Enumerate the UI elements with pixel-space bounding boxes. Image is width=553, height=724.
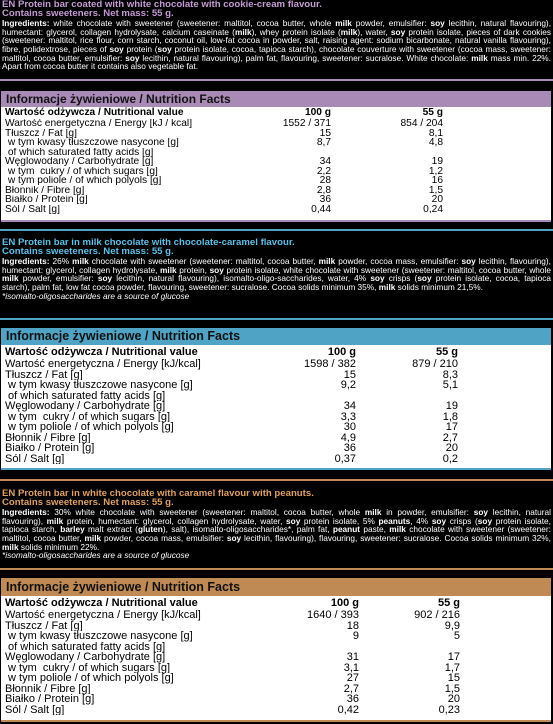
product-subtitle: Contains sweeteners. Net mass: 55 g.: [2, 497, 174, 509]
nutrition-table-header: [1, 345, 551, 359]
value-per-55g: 20: [431, 194, 443, 205]
nutrient-label: w tym poliole / of which polyols [g]: [5, 422, 174, 433]
ingredients-body: 26% milk chocolate with sweetener (sweetener: maltitol, cocoa butter, milk powder, cocoa mass, emulsifier: soy lecithin, flavouring), humectant: glycerol, collagen hydrolysate, milk protein, soy protein isolate, white chocolate with sweetener (sweetener: maltitol, cocoa butter, whole milk powder, emulsifier: soy lecithin, natural flavouring), isomalto-oligo-saccharides, water, 4% soy crisps (soy protein isolate, cocoa, tapioca starch), palm fat, low fat cocoa powder, flavouring, sweetener: sucralose. Cocoa solids minimum 35%, milk solids minimum 21,5%.: [2, 255, 551, 292]
section-divider: [0, 479, 553, 481]
value-per-100g: 3,1: [343, 661, 359, 674]
nutrient-label: Sól / Salt [g]: [5, 453, 65, 464]
ingredients-label: Ingredients:: [2, 255, 50, 266]
nutrient-label: w tym kwasy tłuszczowe nasycone [g]: [5, 138, 179, 148]
nutrient-label: Węglowodany / Carbohydrate [g]: [5, 652, 166, 663]
nutrient-label: of which saturated fatty acids [g]: [5, 147, 154, 157]
nutrient-label: Błonnik / Fibre [g]: [5, 185, 85, 195]
value-per-100g: 3,3: [340, 410, 356, 423]
value-per-55g: 902 / 216: [414, 609, 460, 621]
ingredients-body: 30% white chocolate with sweetener (sweetener: maltitol, cocoa butter, whole milk in powder, emulsifier: soy lecithin, natural flavouring), milk protein, humectant: glycerol, collagen hydrolysate, water, soy protein isolate, 5% peanuts, 4% soy crisps (soy protein isolate, tapioca starch, barley malt extract (gluten), salt), isomalto-oligosaccharides*, palm fat, peanut paste, milk chocolate with sweetener (sweetener: maltitol, cocoa butter, milk powder, cocoa mass, emulsifier: soy lecithin, flavouring), flavouring, sweetener: sucralose. Cocoa solids minimum 32%, milk solids minimum 22%.: [2, 506, 551, 552]
nutrition-table-row: [1, 705, 551, 716]
value-per-100g: 1552 / 371: [282, 118, 331, 129]
product-title: EN Protein bar in milk chocolate with chocolate-caramel flavour.: [2, 238, 295, 248]
value-per-55g: 55 g: [435, 346, 458, 358]
product-subtitle: Contains sweeteners. Net mass: 55 g.: [2, 246, 174, 258]
nutrient-label: Tłuszcz / Fat [g]: [5, 369, 83, 380]
nutrition-table-row: [1, 694, 551, 705]
nutrition-table-row: [1, 167, 551, 177]
value-per-100g: 100 g: [330, 597, 359, 609]
ingredients-body: white chocolate with sweetener (sweetener: maltitol, cocoa butter, whole milk powder, emulsifier: soy lecithin, natural flavouring), humectant: glycerol, collagen hydrolysate, calcium caseinate (milk), whey protein isolate (milk), water, soy protein isolate, pieces of dark cookies (sweetener: maltitol, rice flour, corn starch, coconut oil, low-fat cocoa in powder, salt, raising agent: sodium bicarbonate, natural vanilla flavouring), fibre, polidextrose, pieces of soy protein (soy protein isolate, cocoa, tapioca starch), chocolate couverture with sweetener (cocoa mass, sweetener: maltitol, cocoa butter, emulsifier: soy lecithin, natural flavouring), palm fat, flavouring, sweetener: sucralose. White chocolate: milk mass min. 22%. Apart from cocoa butter it contains also vegetable fat.: [2, 17, 552, 72]
nutrient-label: w tym kwasy tłuszczowe nasycone [g]: [5, 631, 193, 642]
nutrition-table-row: [1, 119, 551, 129]
nutrition-table-row: [1, 195, 551, 205]
nutrient-label: Sól / Salt [g]: [5, 704, 65, 715]
value-per-100g: 15: [343, 368, 356, 381]
value-per-100g: 4,9: [340, 431, 356, 444]
value-per-55g: 19: [445, 400, 458, 412]
nutrition-table-row: [1, 359, 551, 370]
value-per-55g: 9,9: [444, 619, 460, 632]
section-divider: [0, 79, 553, 81]
nutrition-table-row: [1, 129, 551, 139]
nutrition-table-row: [1, 652, 551, 663]
nutrition-table-row: [1, 443, 551, 454]
nutrition-table-row: [1, 205, 551, 215]
value-per-100g: 2,7: [343, 682, 359, 695]
nutrition-table-row: [1, 673, 551, 684]
value-per-55g: 854 / 204: [400, 118, 443, 129]
nutrition-table-row: [1, 684, 551, 695]
value-per-55g: 4,8: [428, 137, 443, 148]
nutrient-label: Wartość energetyczna / Energy [kJ/kcal]: [5, 610, 201, 621]
nutrition-facts-title: Informacje żywieniowe / Nutrition Facts: [1, 328, 551, 345]
nutrient-label: Błonnik / Fibre [g]: [5, 432, 91, 443]
nutrient-label: Tłuszcz / Fat [g]: [5, 620, 83, 631]
value-per-55g: 879 / 210: [412, 358, 458, 370]
nutrition-table: [1, 345, 551, 470]
value-per-100g: 100 g: [327, 346, 356, 358]
section-divider: [0, 568, 553, 570]
nutrition-table-row: [1, 380, 551, 391]
nutrition-table-row: [1, 186, 551, 196]
nutrition-table-row: [1, 391, 551, 402]
value-per-100g: 0,44: [311, 203, 331, 215]
value-per-100g: 36: [319, 194, 331, 205]
nutrition-table-row: [1, 157, 551, 167]
value-per-100g: 100 g: [304, 107, 331, 118]
ingredients-text: [0, 257, 553, 292]
nutrition-table-header: [1, 107, 551, 119]
nutrition-table-row: [1, 138, 551, 148]
nutrient-label: Białko / Protein [g]: [5, 195, 88, 205]
product-subtitle: Contains sweeteners. Net mass: 55 g.: [2, 8, 174, 20]
value-per-55g: 1,7: [444, 661, 460, 674]
value-per-55g: 1,5: [428, 184, 443, 196]
value-per-100g: 9,2: [340, 379, 356, 391]
ingredients-text: [0, 508, 553, 552]
nutrient-label: Sól / Salt [g]: [5, 204, 60, 214]
value-per-100g: 36: [343, 442, 356, 454]
nutrition-table-row: [1, 422, 551, 433]
value-per-55g: 17: [447, 651, 460, 663]
product-title: EN Protein bar coated with white chocolate with cookie-cream flavour.: [2, 0, 322, 10]
value-per-100g: 15: [319, 127, 331, 139]
value-per-100g: 1640 / 393: [307, 609, 359, 621]
nutrient-label: w tym cukry / of which sugars [g]: [5, 662, 171, 673]
value-per-100g: 27: [346, 672, 359, 684]
nutrient-label: w tym poliole / of which polyols [g]: [5, 176, 162, 186]
nutrient-label: Węglowodany / Carbohydrate [g]: [5, 157, 154, 167]
value-per-55g: 8,1: [428, 127, 443, 139]
nutrient-label: w tym kwasy tłuszczowe nasycone [g]: [5, 380, 193, 391]
value-per-100g: 30: [343, 421, 356, 433]
value-per-100g: 34: [343, 400, 356, 412]
nutrient-label: Wartość energetyczna / Energy [kJ/kcal]: [5, 359, 201, 370]
nutrient-label: Wartość energetyczna / Energy [kJ / kcal]: [5, 119, 193, 129]
product-section-cookie-cream: [0, 0, 553, 71]
value-per-55g: 0,24: [423, 203, 443, 215]
value-per-55g: 0,23: [438, 703, 460, 716]
product-section-caramel-peanuts: [0, 489, 553, 560]
value-per-55g: 5,1: [442, 379, 458, 391]
nutrition-table-row: [1, 370, 551, 381]
nutrition-table-row: [1, 401, 551, 412]
nutrient-label: of which saturated fatty acids [g]: [5, 390, 166, 401]
nutrition-table-row: [1, 663, 551, 674]
value-per-100g: 36: [346, 693, 359, 705]
nutrition-table-row: [1, 621, 551, 632]
nutrition-table: [1, 596, 551, 722]
nutrient-label: w tym cukry / of which sugars [g]: [5, 166, 158, 176]
nutrition-table-row: [1, 631, 551, 642]
value-per-55g: 15: [447, 672, 460, 684]
value-per-55g: 55 g: [422, 107, 443, 118]
value-per-55g: 17: [445, 421, 458, 433]
value-per-55g: 16: [431, 175, 443, 186]
value-per-55g: 1,2: [428, 165, 443, 177]
value-per-55g: 20: [447, 693, 460, 705]
glucose-note: *isomalto-oligosaccharides are a source of glucose: [2, 550, 190, 561]
nutrition-facts-title: Informacje żywieniowe / Nutrition Facts: [1, 91, 551, 107]
value-per-55g: 55 g: [437, 597, 460, 609]
value-per-100g: 0,37: [334, 452, 356, 465]
value-per-100g: 9: [352, 630, 359, 642]
value-per-55g: 19: [431, 156, 443, 167]
nutrient-label: Białko / Protein [g]: [5, 443, 95, 454]
nutrient-label: Tłuszcz / Fat [g]: [5, 128, 77, 138]
glucose-note: *isomalto-oligosaccharides are a source of glucose: [2, 290, 190, 301]
value-per-55g: 8,3: [442, 368, 458, 381]
value-per-55g: 2,7: [442, 431, 458, 444]
value-per-55g: 1,5: [444, 682, 460, 695]
nutrient-label: Błonnik / Fibre [g]: [5, 683, 91, 694]
nutrient-label: w tym cukry / of which sugars [g]: [5, 411, 171, 422]
value-per-100g: 34: [319, 156, 331, 167]
ingredients-label: Ingredients:: [2, 506, 50, 517]
nutrition-table-row: [1, 454, 551, 465]
nutrition-table-row: [1, 176, 551, 186]
value-per-100g: 31: [346, 651, 359, 663]
nutrition-table-row: [1, 642, 551, 653]
value-per-100g: 2,2: [316, 165, 331, 177]
product-section-chocolate-caramel: [0, 238, 553, 301]
nutrient-label: Wartość odżywcza / Nutritional value: [5, 597, 198, 609]
nutrition-table: [1, 107, 551, 222]
nutrient-label: Białko / Protein [g]: [5, 694, 95, 705]
nutrition-table-row: [1, 610, 551, 621]
nutrient-label: Wartość odżywcza / Nutritional value: [5, 107, 184, 118]
value-per-100g: 18: [346, 619, 359, 632]
ingredients-text: [0, 19, 553, 71]
nutrient-label: Węglowodany / Carbohydrate [g]: [5, 401, 166, 412]
value-per-55g: 1,8: [442, 410, 458, 423]
value-per-100g: 8,7: [316, 137, 331, 148]
ingredients-label: Ingredients:: [2, 17, 50, 28]
nutrition-facts-title: Informacje żywieniowe / Nutrition Facts: [1, 578, 551, 596]
nutrition-table-header: [1, 596, 551, 610]
section-divider: [0, 229, 553, 231]
value-per-100g: 0,42: [337, 703, 359, 716]
value-per-55g: 0,2: [442, 452, 458, 465]
value-per-100g: 2,8: [316, 184, 331, 196]
product-title: EN Protein bar in white chocolate with caramel flavour with peanuts.: [2, 489, 314, 499]
nutrient-label: w tym poliole / of which polyols [g]: [5, 673, 174, 684]
nutrition-table-row: [1, 412, 551, 423]
value-per-55g: 5: [453, 630, 460, 642]
value-per-55g: 20: [445, 442, 458, 454]
nutrient-label: Wartość odżywcza / Nutritional value: [5, 346, 198, 358]
section-divider: [0, 318, 553, 320]
value-per-100g: 1598 / 382: [304, 358, 356, 370]
value-per-100g: 28: [319, 175, 331, 186]
nutrient-label: of which saturated fatty acids [g]: [5, 641, 166, 652]
nutrition-table-row: [1, 433, 551, 444]
nutrition-table-row: [1, 148, 551, 158]
